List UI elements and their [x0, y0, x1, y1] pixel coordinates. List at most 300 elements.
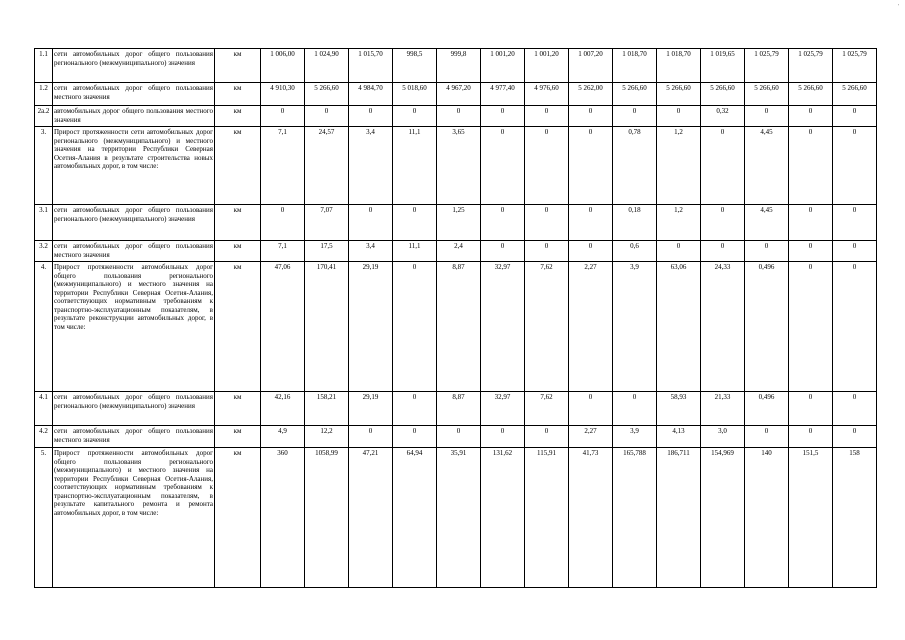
unit-cell [215, 49, 261, 83]
value-text: 0 [852, 242, 857, 250]
table-row [35, 426, 877, 448]
value-text: 0 [808, 393, 813, 401]
value-text: 3,4 [366, 242, 375, 250]
value-text: 0 [852, 393, 857, 401]
value-cell [789, 83, 833, 106]
indicator-name-text: Прирост протяженности автомобильных дорог общего пользования регионального (межмуниципального) и местного значения на территории Республики Северная Осетия-Алания, соответствующих нормативным требованиям к транспортно-эксплуатационным показателям, в результате реконструкции автомобильных дорог, в том числе: [54, 263, 213, 331]
value-text: 4,13 [672, 427, 685, 435]
value-text: 12,2 [320, 427, 333, 435]
unit-cell [215, 426, 261, 448]
table-row [35, 241, 877, 262]
indicator-name-text: сети автомобильных дорог общего пользования регионального (межмуниципального) значения [54, 50, 213, 67]
value-cell [305, 241, 349, 262]
value-cell [569, 262, 613, 392]
row-index-text: 4.1 [39, 393, 48, 401]
value-text: 0 [632, 107, 637, 115]
value-text: 3,0 [718, 427, 727, 435]
value-cell [261, 205, 305, 241]
corner-mark: ' [897, 4, 899, 10]
value-text: 0 [808, 242, 813, 250]
value-cell [569, 127, 613, 205]
value-text: 0 [412, 393, 417, 401]
value-text: 7,62 [540, 393, 553, 401]
value-cell [393, 205, 437, 241]
value-text: 1 015,70 [358, 50, 383, 58]
value-text: 0 [412, 107, 417, 115]
value-text: 47,06 [274, 263, 291, 271]
value-text: 4 910,30 [270, 84, 295, 92]
value-cell [745, 241, 789, 262]
value-cell [789, 49, 833, 83]
value-text: 41,73 [582, 449, 599, 457]
value-cell [613, 49, 657, 83]
row-index-text: 2a.2 [37, 107, 50, 115]
value-cell [701, 392, 745, 426]
value-text: 165,788 [623, 449, 646, 457]
value-text: 0 [588, 393, 593, 401]
value-text: 0 [676, 107, 681, 115]
unit-text: км [233, 128, 242, 136]
unit-cell [215, 106, 261, 127]
table-row [35, 49, 877, 83]
value-text: 0 [456, 427, 461, 435]
value-text: 1 001,20 [490, 50, 515, 58]
value-cell [745, 83, 789, 106]
table-row [35, 392, 877, 426]
value-cell [833, 49, 877, 83]
value-text: 3,9 [630, 263, 639, 271]
value-text: 0 [544, 242, 549, 250]
value-cell [305, 106, 349, 127]
value-cell [261, 83, 305, 106]
value-text: 64,94 [406, 449, 423, 457]
row-index [35, 127, 53, 205]
value-text: 7,62 [540, 263, 553, 271]
value-cell [305, 262, 349, 392]
value-cell [701, 106, 745, 127]
row-index-text: 1.1 [39, 50, 48, 58]
value-cell [613, 448, 657, 588]
value-text: 5 018,60 [402, 84, 427, 92]
row-index-text: 3.1 [39, 206, 48, 214]
row-index [35, 448, 53, 588]
value-text: 0 [852, 206, 857, 214]
value-cell [305, 448, 349, 588]
value-text: 0 [588, 128, 593, 136]
value-text: 5 266,60 [798, 84, 823, 92]
value-text: 0 [500, 107, 505, 115]
value-cell [701, 426, 745, 448]
value-text: 0 [368, 206, 373, 214]
value-cell [701, 205, 745, 241]
value-text: 0 [412, 263, 417, 271]
unit-text: км [233, 84, 242, 92]
value-cell [745, 106, 789, 127]
value-cell [569, 241, 613, 262]
value-text: 4,45 [760, 206, 773, 214]
value-text: 0 [852, 427, 857, 435]
value-cell [393, 241, 437, 262]
value-cell [437, 241, 481, 262]
value-cell [305, 392, 349, 426]
value-cell [613, 106, 657, 127]
value-cell [481, 205, 525, 241]
table-row [35, 83, 877, 106]
indicator-name-text: Прирост протяженности сети автомобильных дорог регионального (межмуниципального) и местного значения на территории Республики Северная Осетия-Алания в результате строительства новых автомобильных дорог, в том числе: [54, 128, 213, 170]
value-cell [481, 448, 525, 588]
value-text: 5 266,60 [622, 84, 647, 92]
value-cell [789, 241, 833, 262]
value-cell [657, 127, 701, 205]
value-cell [261, 262, 305, 392]
value-text: 1 025,79 [842, 50, 867, 58]
value-cell [305, 426, 349, 448]
value-text: 3,4 [366, 128, 375, 136]
value-cell [393, 448, 437, 588]
indicator-name [53, 49, 215, 83]
value-cell [569, 426, 613, 448]
value-text: 0 [544, 427, 549, 435]
value-text: 0 [852, 107, 857, 115]
value-text: 158,21 [316, 393, 337, 401]
value-text: 4 967,20 [446, 84, 471, 92]
unit-text: км [233, 206, 242, 214]
value-cell [525, 205, 569, 241]
value-text: 0 [368, 107, 373, 115]
value-cell [349, 392, 393, 426]
value-cell [525, 127, 569, 205]
value-text: 0 [368, 427, 373, 435]
value-text: 24,33 [714, 263, 731, 271]
value-text: 5 266,60 [666, 84, 691, 92]
value-cell [349, 448, 393, 588]
value-cell [525, 106, 569, 127]
value-text: 170,41 [316, 263, 337, 271]
value-cell [701, 83, 745, 106]
value-cell [701, 127, 745, 205]
value-text: 5 266,60 [314, 84, 339, 92]
value-cell [701, 262, 745, 392]
value-text: 1 018,70 [666, 50, 691, 58]
value-cell [833, 426, 877, 448]
value-text: 29,19 [362, 263, 379, 271]
value-text: 1 024,90 [314, 50, 339, 58]
value-text: 21,33 [714, 393, 731, 401]
value-text: 4,45 [760, 128, 773, 136]
value-cell [701, 241, 745, 262]
indicator-name [53, 106, 215, 127]
unit-cell [215, 83, 261, 106]
value-text: 0 [588, 242, 593, 250]
value-cell [613, 392, 657, 426]
value-text: 1 025,79 [798, 50, 823, 58]
value-cell [437, 83, 481, 106]
value-cell [261, 426, 305, 448]
value-cell [393, 127, 437, 205]
value-text: 4,9 [278, 427, 287, 435]
value-text: 1,2 [674, 128, 683, 136]
table-body [35, 49, 877, 588]
value-cell [437, 262, 481, 392]
value-text: 0 [500, 242, 505, 250]
value-text: 63,06 [670, 263, 687, 271]
value-text: 0 [632, 393, 637, 401]
value-cell [789, 426, 833, 448]
value-text: 999,8 [450, 50, 467, 58]
value-text: 0 [720, 242, 725, 250]
value-cell [437, 205, 481, 241]
unit-text: км [233, 449, 242, 457]
value-text: 32,97 [494, 263, 511, 271]
indicator-name-text: сети автомобильных дорог общего пользования местного значения [54, 427, 213, 444]
value-text: 0 [280, 206, 285, 214]
value-cell [789, 392, 833, 426]
value-cell [657, 262, 701, 392]
value-text: 115,91 [537, 449, 556, 457]
value-text: 7,07 [320, 206, 333, 214]
value-text: 0,18 [628, 206, 641, 214]
indicator-name-text: Прирост протяженности автомобильных дорог общего пользования регионального (межмуниципального) и местного значения на территории Республики Северная Осетия-Алания, соответствующих нормативным требованиям к транспортно-эксплуатационным показателям, в результате капитального ремонта и ремонта автомобильных дорог, в том числе: [54, 449, 213, 517]
value-cell [349, 205, 393, 241]
value-cell [437, 392, 481, 426]
unit-cell [215, 205, 261, 241]
value-cell [569, 83, 613, 106]
table-row [35, 205, 877, 241]
value-text: 58,93 [670, 393, 687, 401]
indicator-name-text: сети автомобильных дорог общего пользования регионального (межмуниципального) значения [54, 393, 213, 410]
value-cell [789, 205, 833, 241]
value-cell [437, 106, 481, 127]
value-text: 1 018,70 [622, 50, 647, 58]
row-index [35, 205, 53, 241]
table-row [35, 262, 877, 392]
value-text: 32,97 [494, 393, 511, 401]
value-cell [261, 392, 305, 426]
row-index [35, 392, 53, 426]
value-text: 1 019,65 [710, 50, 735, 58]
row-index [35, 49, 53, 83]
value-text: 0 [852, 263, 857, 271]
unit-text: км [233, 107, 242, 115]
value-cell [437, 127, 481, 205]
value-cell [525, 426, 569, 448]
value-cell [349, 127, 393, 205]
value-text: 5 266,60 [710, 84, 735, 92]
value-text: 5 266,60 [842, 84, 867, 92]
value-text: 2,4 [454, 242, 463, 250]
value-cell [481, 127, 525, 205]
value-text: 0 [808, 206, 813, 214]
value-text: 0 [412, 206, 417, 214]
row-index-text: 3. [40, 128, 47, 136]
value-cell [525, 49, 569, 83]
indicator-name [53, 448, 215, 588]
value-text: 0 [764, 427, 769, 435]
row-index-text: 3.2 [39, 242, 48, 250]
value-text: 1 001,20 [534, 50, 559, 58]
value-text: 3,9 [630, 427, 639, 435]
value-cell [833, 106, 877, 127]
value-cell [789, 448, 833, 588]
value-cell [613, 83, 657, 106]
value-cell [657, 392, 701, 426]
value-cell [745, 205, 789, 241]
value-text: 2,27 [584, 263, 597, 271]
value-cell [657, 106, 701, 127]
value-cell [613, 262, 657, 392]
row-index-text: 1.2 [39, 84, 48, 92]
value-text: 1 007,20 [578, 50, 603, 58]
value-text: 47,21 [362, 449, 379, 457]
indicator-name-text: сети автомобильных дорог общего пользования местного значения [54, 84, 213, 101]
value-text: 0 [500, 427, 505, 435]
value-cell [349, 106, 393, 127]
indicator-name [53, 426, 215, 448]
value-cell [657, 205, 701, 241]
value-text: 1,25 [452, 206, 465, 214]
row-index [35, 262, 53, 392]
value-text: 0 [764, 242, 769, 250]
value-cell [525, 392, 569, 426]
value-text: 24,57 [318, 128, 335, 136]
indicator-name [53, 262, 215, 392]
value-text: 140 [761, 449, 772, 457]
value-cell [657, 448, 701, 588]
value-text: 2,27 [584, 427, 597, 435]
value-cell [349, 262, 393, 392]
value-cell [657, 49, 701, 83]
value-cell [481, 49, 525, 83]
value-text: 360 [277, 449, 288, 457]
value-cell [525, 241, 569, 262]
value-cell [437, 448, 481, 588]
value-cell [481, 392, 525, 426]
value-cell [525, 448, 569, 588]
value-text: 42,16 [274, 393, 291, 401]
value-text: 0 [500, 128, 505, 136]
value-text: 11,1 [408, 242, 421, 250]
value-text: 8,87 [452, 393, 465, 401]
value-cell [745, 262, 789, 392]
value-cell [261, 241, 305, 262]
value-cell [569, 392, 613, 426]
value-cell [393, 392, 437, 426]
value-text: 0 [852, 128, 857, 136]
value-text: 0 [808, 128, 813, 136]
value-cell [349, 83, 393, 106]
value-text: 0 [456, 107, 461, 115]
value-text: 1 006,00 [270, 50, 295, 58]
value-text: 154,969 [711, 449, 734, 457]
row-index [35, 106, 53, 127]
value-text: 4 984,70 [358, 84, 383, 92]
value-text: 1058,99 [315, 449, 338, 457]
value-text: 158 [849, 449, 860, 457]
value-cell [701, 49, 745, 83]
value-cell [437, 426, 481, 448]
table-row [35, 106, 877, 127]
row-index-text: 5. [40, 449, 47, 457]
value-text: 0 [676, 242, 681, 250]
value-cell [305, 205, 349, 241]
indicator-name [53, 241, 215, 262]
unit-cell [215, 448, 261, 588]
value-cell [393, 49, 437, 83]
value-text: 0 [808, 107, 813, 115]
value-cell [261, 106, 305, 127]
value-text: 151,5 [802, 449, 819, 457]
value-text: 0 [280, 107, 285, 115]
indicators-table [34, 48, 877, 588]
document-sheet [34, 48, 877, 588]
value-cell [349, 49, 393, 83]
value-cell [525, 83, 569, 106]
value-cell [437, 49, 481, 83]
value-cell [481, 426, 525, 448]
indicator-name [53, 127, 215, 205]
value-cell [305, 83, 349, 106]
value-text: 0 [764, 107, 769, 115]
value-cell [569, 49, 613, 83]
value-cell [393, 426, 437, 448]
value-text: 186,711 [667, 449, 690, 457]
value-text: 5 266,60 [754, 84, 779, 92]
value-cell [745, 392, 789, 426]
unit-cell [215, 262, 261, 392]
row-index [35, 83, 53, 106]
value-text: 8,87 [452, 263, 465, 271]
value-text: 0 [544, 206, 549, 214]
value-cell [393, 83, 437, 106]
value-cell [349, 241, 393, 262]
value-text: 7,1 [278, 128, 287, 136]
value-text: 11,1 [408, 128, 421, 136]
value-cell [745, 127, 789, 205]
value-cell [745, 448, 789, 588]
unit-text: км [233, 263, 242, 271]
value-cell [349, 426, 393, 448]
value-cell [789, 106, 833, 127]
value-cell [569, 106, 613, 127]
value-text: 0 [588, 107, 593, 115]
value-cell [833, 127, 877, 205]
value-text: 0,496 [758, 263, 775, 271]
value-cell [481, 83, 525, 106]
indicator-name [53, 83, 215, 106]
value-text: 0 [588, 206, 593, 214]
value-cell [833, 262, 877, 392]
value-cell [789, 262, 833, 392]
value-text: 0 [720, 206, 725, 214]
value-cell [481, 106, 525, 127]
value-cell [613, 127, 657, 205]
unit-cell [215, 392, 261, 426]
value-text: 0 [720, 128, 725, 136]
value-cell [613, 241, 657, 262]
value-cell [833, 205, 877, 241]
unit-cell [215, 127, 261, 205]
value-text: 5 262,00 [578, 84, 603, 92]
value-text: 0,496 [758, 393, 775, 401]
value-cell [613, 205, 657, 241]
value-text: 0 [324, 107, 329, 115]
value-cell [481, 241, 525, 262]
value-text: 7,1 [278, 242, 287, 250]
value-cell [393, 262, 437, 392]
value-cell [657, 241, 701, 262]
value-text: 1 025,79 [754, 50, 779, 58]
value-text: 0 [808, 427, 813, 435]
